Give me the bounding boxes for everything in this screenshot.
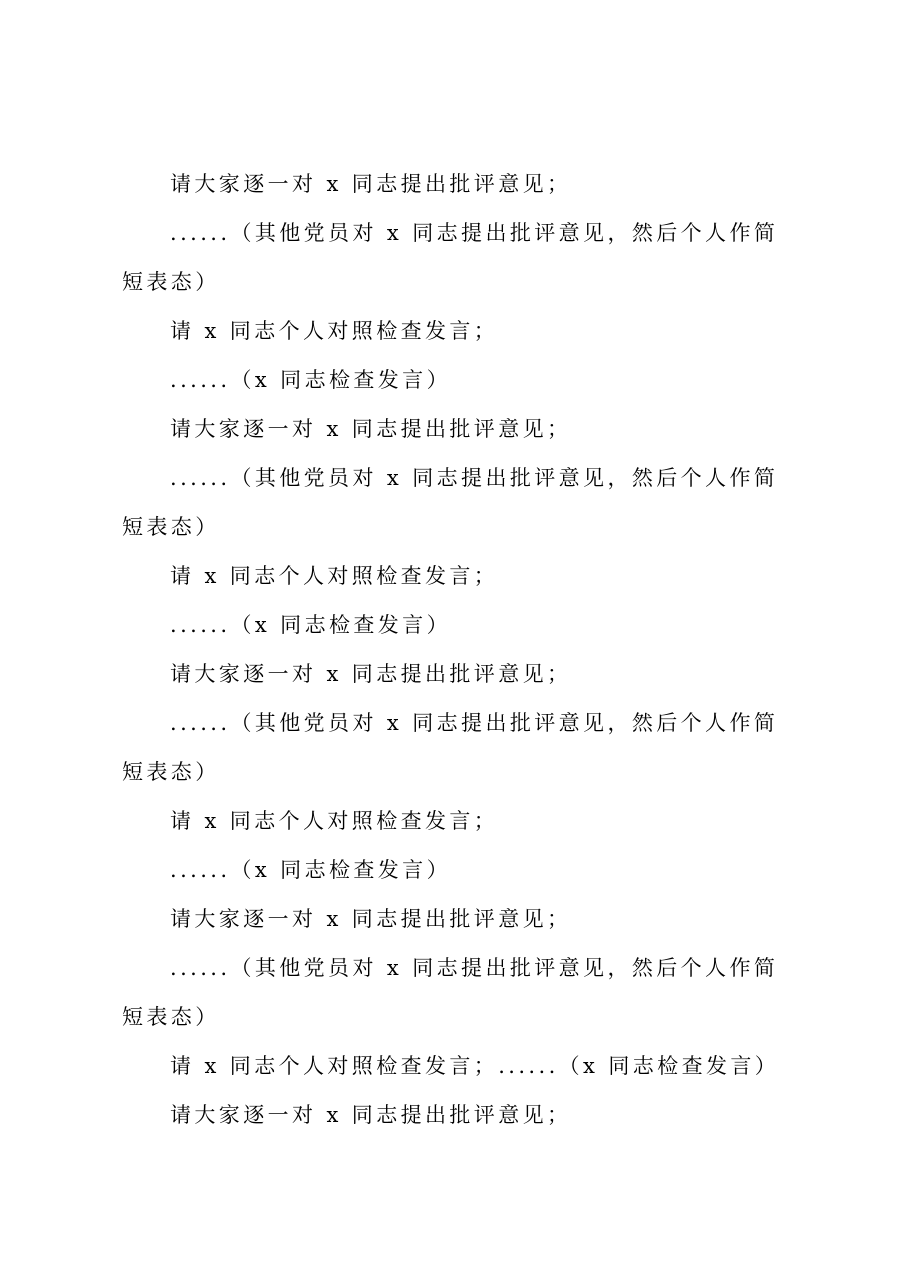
paragraph-members-criticism: ......（其他党员对 x 同志提出批评意见，然后个人作简短表态） (122, 466, 779, 539)
paragraph-self-review-combined: 请 x 同志个人对照检查发言；......（x 同志检查发言） (170, 1054, 780, 1078)
paragraph-members-criticism: ......（其他党员对 x 同志提出批评意见，然后个人作简短表态） (122, 221, 779, 294)
paragraph-request-criticism: 请大家逐一对 x 同志提出批评意见； (170, 172, 572, 196)
paragraph-self-review-speech: ......（x 同志检查发言） (170, 613, 451, 637)
paragraph-request-criticism: 请大家逐一对 x 同志提出批评意见； (170, 662, 572, 686)
document-body (122, 160, 798, 1140)
paragraph-request-criticism: 请大家逐一对 x 同志提出批评意见； (170, 417, 572, 441)
paragraph-self-review-speech: ......（x 同志检查发言） (170, 368, 451, 392)
paragraph-request-criticism: 请大家逐一对 x 同志提出批评意见； (170, 1103, 572, 1127)
paragraph-members-criticism: ......（其他党员对 x 同志提出批评意见，然后个人作简短表态） (122, 956, 779, 1029)
paragraph-self-review-speech: ......（x 同志检查发言） (170, 858, 451, 882)
paragraph-request-criticism: 请大家逐一对 x 同志提出批评意见； (170, 907, 572, 931)
paragraph-request-self-review: 请 x 同志个人对照检查发言； (170, 809, 499, 833)
paragraph-members-criticism: ......（其他党员对 x 同志提出批评意见，然后个人作简短表态） (122, 711, 779, 784)
paragraph-request-self-review: 请 x 同志个人对照检查发言； (170, 319, 499, 343)
paragraph-request-self-review: 请 x 同志个人对照检查发言； (170, 564, 499, 588)
